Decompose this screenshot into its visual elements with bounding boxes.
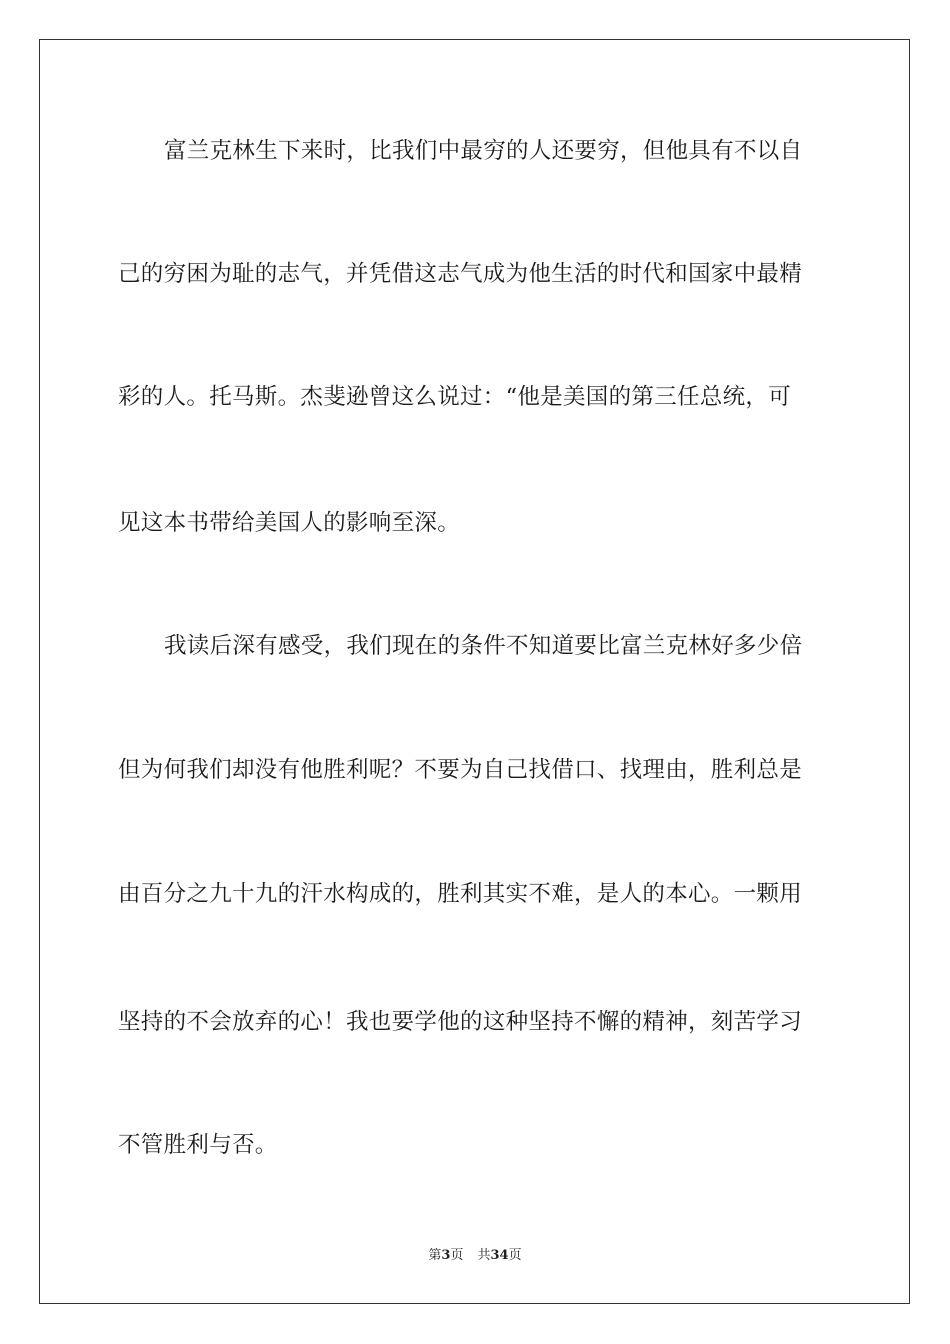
- paragraph-1-line-4: 见这本书带给美国人的影响至深。: [118, 510, 461, 536]
- paragraph-1-line-3: 彩的人。托马斯。杰斐逊曾这么说过：“他是美国的第三任总统，可: [118, 384, 792, 410]
- paragraph-2-line-5: 不管胜利与否。: [118, 1132, 278, 1158]
- page-prefix: 第: [428, 1248, 442, 1263]
- paragraph-2-line-1: 我读后深有感受，我们现在的条件不知道要比富兰克林好多少倍: [164, 633, 803, 659]
- page-frame: [39, 39, 910, 1304]
- paragraph-1-line-2: 己的穷困为耻的志气，并凭借这志气成为他生活的时代和国家中最精: [118, 261, 803, 287]
- page-number: 3: [441, 1248, 451, 1263]
- paragraph-2-line-2: 但为何我们却没有他胜利呢？不要为自己找借口、找理由，胜利总是: [118, 757, 803, 783]
- paragraph-2-line-3: 由百分之九十九的汗水构成的，胜利其实不难，是人的本心。一颗用: [118, 881, 803, 907]
- total-prefix: 共: [477, 1248, 491, 1263]
- total-pages: 34: [490, 1248, 509, 1263]
- page-footer: [0, 1247, 950, 1265]
- page-suffix: 页: [450, 1248, 464, 1263]
- total-suffix: 页: [508, 1248, 522, 1263]
- paragraph-1-line-1: 富兰克林生下来时，比我们中最穷的人还要穷，但他具有不以自: [164, 138, 803, 164]
- paragraph-2-line-4: 坚持的不会放弃的心！我也要学他的这种坚持不懈的精神，刻苦学习: [118, 1009, 803, 1035]
